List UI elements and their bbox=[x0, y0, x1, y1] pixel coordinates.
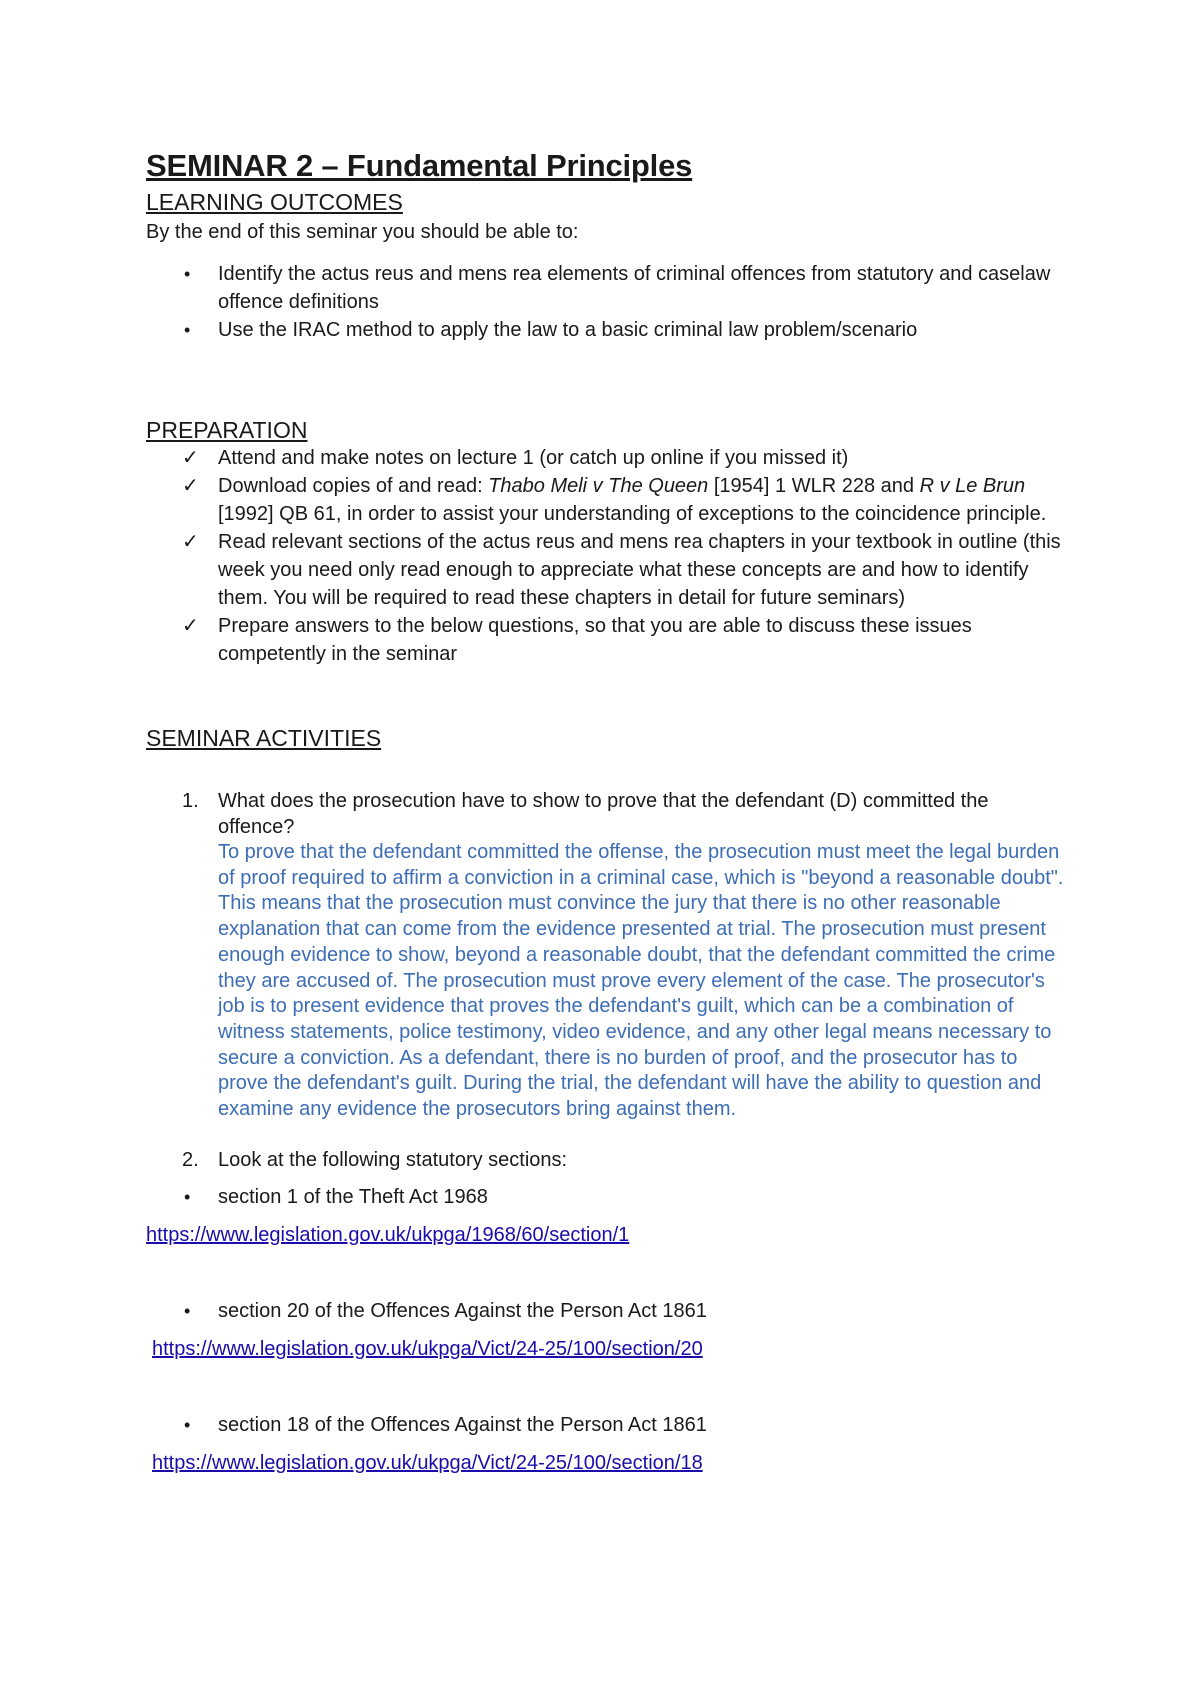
statutory-section-item bbox=[146, 1183, 1066, 1211]
page-title: SEMINAR 2 – Fundamental Principles bbox=[146, 148, 693, 183]
learning-outcome-text: Identify the actus reus and mens rea elements of criminal offences from statutory and caselaw offence definitions bbox=[218, 263, 1051, 313]
checkmark-icon: ✓ bbox=[182, 475, 199, 497]
answer-text: To prove that the defendant committed the offense, the prosecution must meet the legal burden of proof required to affirm a conviction in a criminal case, which is "beyond a reasonable doubt". This means that the prosecution must convince the jury that there is no other reasonable explanation that can come from the evidence presented at trial. The prosecution must present enough evidence to show, beyond a reasonable doubt, that the defendant committed the crime they are accused of. The prosecution must prove every element of the case. The prosecutor's job is to present evidence that proves the defendant's guilt, which can be a combination of witness statements, police testimony, video evidence, and any other legal means necessary to secure a conviction. As a defendant, there is no burden of proof, and the prosecutor has to prove the defendant's guilt. During the trial, the defendant will have the ability to question and examine any evidence the prosecutors bring against them. bbox=[218, 841, 1064, 1121]
learning-outcome-text: Use the IRAC method to apply the law to a basic criminal law problem/scenario bbox=[218, 319, 918, 341]
list-item bbox=[146, 528, 1066, 612]
learning-outcomes-list bbox=[146, 260, 1066, 344]
document-body bbox=[146, 148, 1066, 1477]
list-item bbox=[146, 444, 1066, 472]
statutory-section-label: section 20 of the Offences Against the Person Act 1861 bbox=[218, 1299, 707, 1322]
case-citation: [1954] 1 WLR 228 and bbox=[708, 475, 920, 497]
preparation-heading: PREPARATION bbox=[146, 417, 308, 443]
question-number: 1. bbox=[182, 790, 199, 812]
list-item bbox=[146, 472, 1066, 528]
checkmark-icon: ✓ bbox=[182, 615, 199, 637]
preparation-text: Attend and make notes on lecture 1 (or catch up online if you missed it) bbox=[218, 447, 849, 469]
statutory-section-item bbox=[146, 1411, 1066, 1439]
statutory-section-label: section 18 of the Offences Against the Person Act 1861 bbox=[218, 1413, 707, 1436]
preparation-list bbox=[146, 444, 1066, 668]
preparation-text: Read relevant sections of the actus reus and mens rea chapters in your textbook in outline (this week you need only read enough to appreciate what these concepts are and how to identify them. You will be required to read these chapters in detail for future seminars) bbox=[218, 531, 1061, 609]
bullet-icon: • bbox=[184, 1414, 191, 1435]
question-2 bbox=[146, 1147, 1066, 1173]
question-text: Look at the following statutory sections: bbox=[218, 1148, 568, 1171]
bullet-icon: • bbox=[184, 320, 191, 340]
legislation-link-oapa-s18[interactable]: https://www.legislation.gov.uk/ukpga/Vict/24-25/100/section/18 bbox=[152, 1451, 703, 1474]
bullet-icon: • bbox=[184, 1186, 191, 1207]
learning-outcomes-heading: LEARNING OUTCOMES bbox=[146, 189, 403, 215]
list-item bbox=[146, 612, 1066, 668]
learning-outcomes-intro: By the end of this seminar you should be able to: bbox=[146, 221, 579, 243]
legislation-link-theft-act-s1[interactable]: https://www.legislation.gov.uk/ukpga/1968/60/section/1 bbox=[146, 1223, 630, 1246]
list-item bbox=[146, 316, 1066, 344]
preparation-text: [1992] QB 61, in order to assist your understanding of exceptions to the coincidence principle. bbox=[218, 503, 1047, 525]
case-name: Thabo Meli v The Queen bbox=[488, 475, 709, 497]
question-1 bbox=[146, 788, 1066, 1123]
preparation-text: Prepare answers to the below questions, so that you are able to discuss these issues competently in the seminar bbox=[218, 615, 972, 665]
legislation-link-oapa-s20[interactable]: https://www.legislation.gov.uk/ukpga/Vict/24-25/100/section/20 bbox=[152, 1337, 703, 1360]
preparation-text: Download copies of and read: bbox=[218, 475, 489, 497]
bullet-icon: • bbox=[184, 264, 191, 284]
question-number: 2. bbox=[182, 1148, 199, 1171]
checkmark-icon: ✓ bbox=[182, 447, 199, 469]
seminar-activities-heading: SEMINAR ACTIVITIES bbox=[146, 725, 382, 751]
question-text: What does the prosecution have to show to prove that the defendant (D) committed the offence? bbox=[218, 790, 989, 838]
case-name: R v Le Brun bbox=[919, 475, 1026, 497]
statutory-section-label: section 1 of the Theft Act 1968 bbox=[218, 1185, 488, 1208]
statutory-section-item bbox=[146, 1297, 1066, 1325]
bullet-icon: • bbox=[184, 1300, 191, 1321]
list-item bbox=[146, 260, 1066, 316]
checkmark-icon: ✓ bbox=[182, 531, 199, 553]
